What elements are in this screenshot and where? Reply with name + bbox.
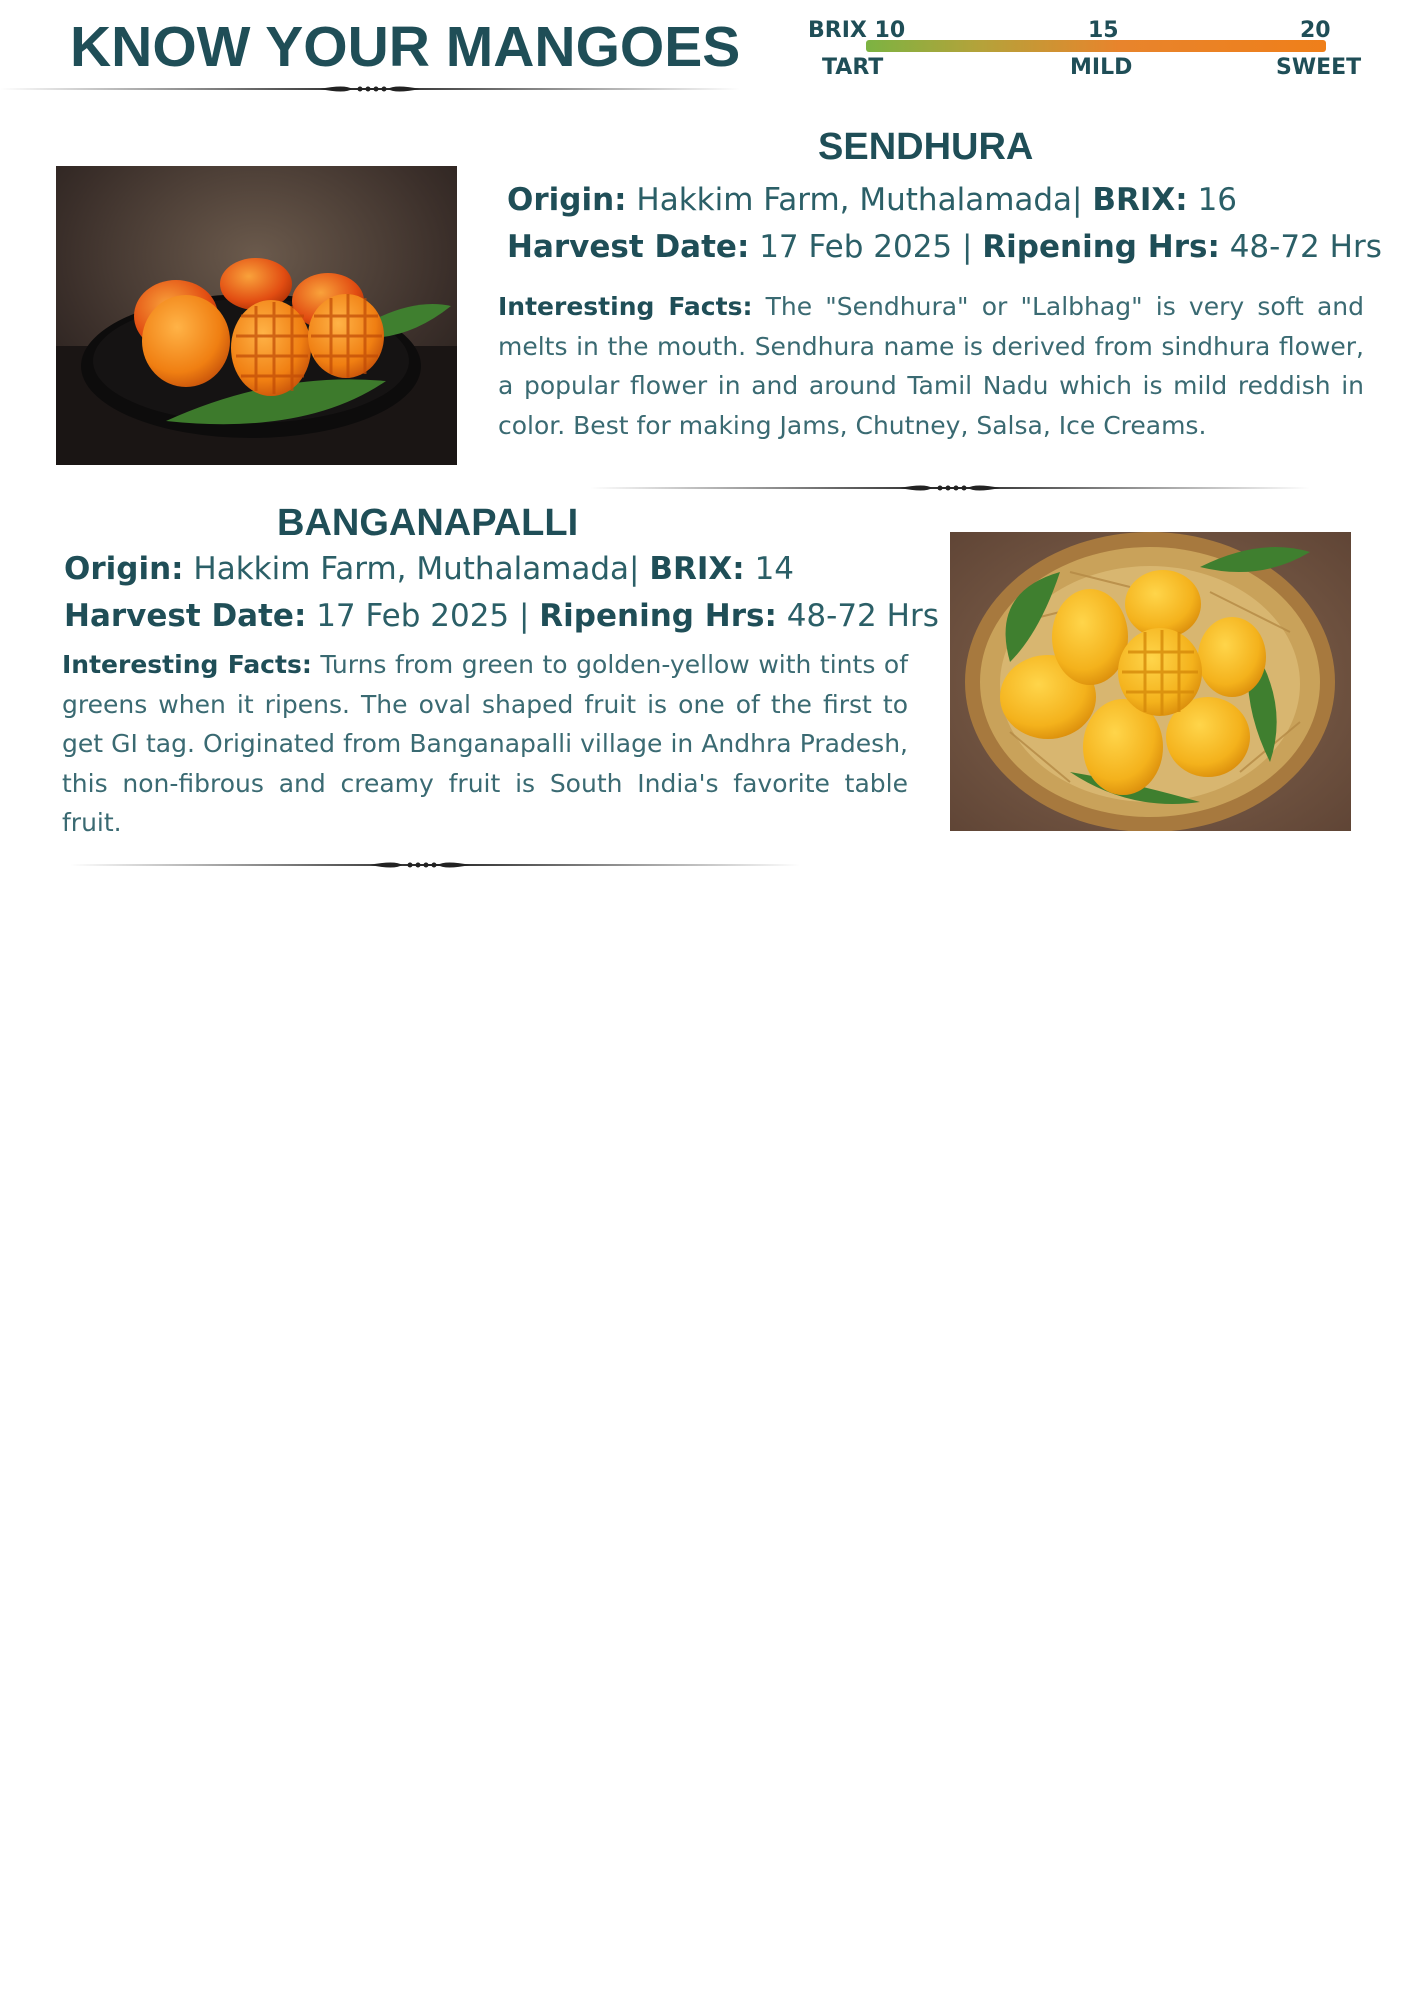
banganapalli-harvest-line: [64, 598, 939, 634]
harvest-value: 17 Feb 2025 |: [759, 229, 973, 265]
brix-value: 14: [754, 551, 795, 587]
ripening-label: Ripening Hrs:: [539, 598, 777, 634]
banganapalli-facts: [62, 645, 908, 843]
facts-label: Interesting Facts:: [498, 292, 753, 321]
header-divider: [0, 80, 740, 98]
origin-label: Origin:: [64, 551, 184, 587]
sendhura-divider: [590, 479, 1310, 497]
brix-label-sweet: SWEET: [1276, 55, 1362, 80]
facts-text: Turns from green to golden-yellow with tints of greens when it ripens. The oval shaped fruit is one of the first to get GI tag. Originated from Banganapalli village in Andhra Pradesh, this non-fibrous and creamy fruit is South India's favorite table fruit.: [62, 650, 908, 837]
sendhura-origin-line: [507, 182, 1237, 218]
origin-label: Origin:: [507, 182, 627, 218]
brix-label: BRIX:: [1092, 182, 1188, 218]
brix-tick-15: 15: [1088, 18, 1119, 43]
ripening-value: 48-72 Hrs: [786, 598, 939, 634]
banganapalli-name: BANGANAPALLI: [277, 502, 579, 544]
banganapalli-divider: [70, 856, 800, 874]
sendhura-photo: [56, 166, 457, 465]
brix-tick-20: 20: [1300, 18, 1331, 43]
facts-label: Interesting Facts:: [62, 650, 312, 679]
sendhura-name: SENDHURA: [818, 126, 1034, 168]
sendhura-harvest-line: [507, 229, 1382, 265]
brix-label: BRIX:: [649, 551, 745, 587]
brix-value: 16: [1197, 182, 1238, 218]
facts-text: The "Sendhura" or "Lalbhag" is very soft and melts in the mouth. Sendhura name is derived from sindhura flower, a popular flower in and around Tamil Nadu which is mild reddish in color. Best for making Jams, Chutney, Salsa, Ice Creams.: [498, 292, 1365, 440]
banganapalli-origin-line: [64, 551, 794, 587]
harvest-label: Harvest Date:: [64, 598, 307, 634]
banganapalli-photo: [950, 532, 1351, 831]
origin-value: Hakkim Farm, Muthalamada|: [193, 551, 640, 587]
harvest-value: 17 Feb 2025 |: [316, 598, 530, 634]
brix-label-tart: TART: [822, 55, 884, 80]
brix-tick-10: BRIX 10: [808, 18, 906, 43]
ripening-label: Ripening Hrs:: [982, 229, 1220, 265]
ripening-value: 48-72 Hrs: [1229, 229, 1382, 265]
brix-label-mild: MILD: [1070, 55, 1133, 80]
sendhura-facts: [498, 287, 1364, 445]
origin-value: Hakkim Farm, Muthalamada|: [636, 182, 1083, 218]
harvest-label: Harvest Date:: [507, 229, 750, 265]
page-title: KNOW YOUR MANGOES: [70, 15, 741, 79]
